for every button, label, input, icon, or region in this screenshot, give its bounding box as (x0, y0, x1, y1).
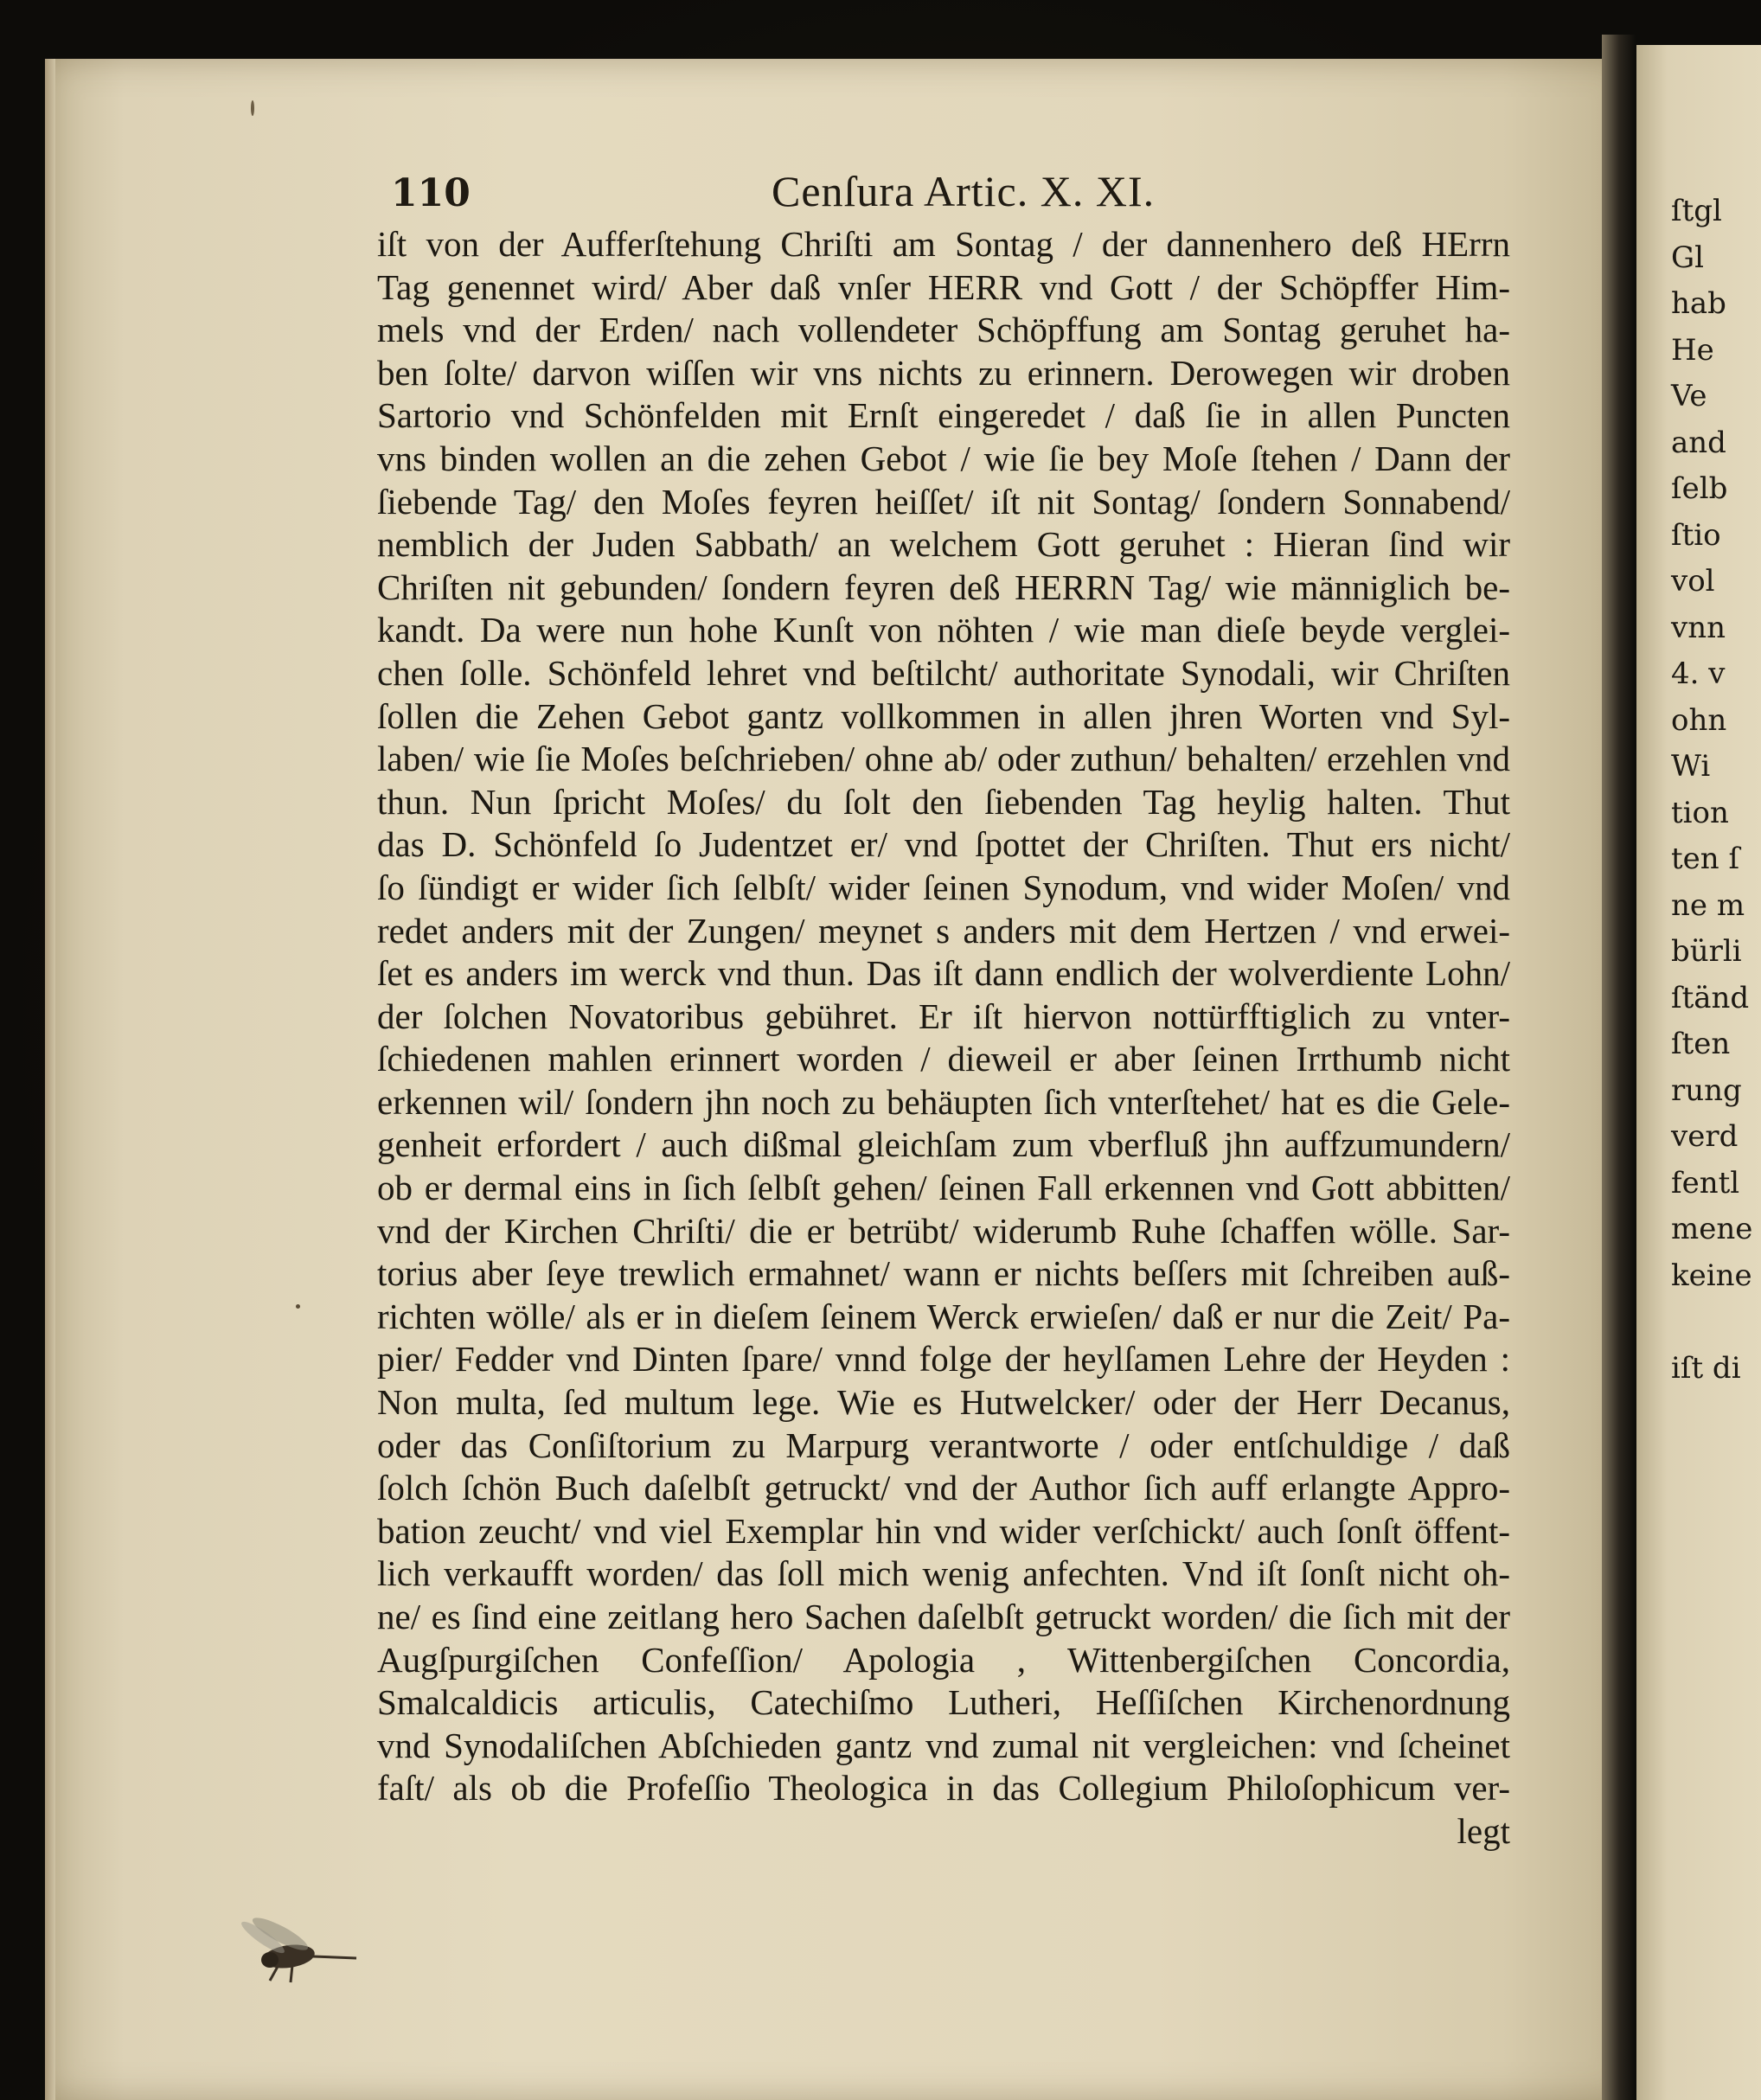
text-line: Non multa, ſed multum lege. Wie es Hutwelcker/ oder der Herr Decanus, (377, 1382, 1510, 1423)
paper-speck (251, 100, 254, 116)
right-page-fragment: 4. v (1671, 656, 1726, 691)
text-line: chen ſolle. Schönfeld lehret vnd beſtilcht/ authoritate Synodali, wir Chriſten (377, 652, 1510, 693)
text-line: Chriſten nit gebunden/ ſondern feyren deß HERRN Tag/ wie männiglich be- (377, 567, 1510, 607)
text-line: bation zeucht/ vnd viel Exemplar hin vnd wider verſchickt/ auch ſonſt öffent- (377, 1510, 1510, 1551)
text-line: richten wölle/ als er in dieſem ſeinem Werck erwieſen/ daß er nur die Zeit/ Pa- (377, 1296, 1510, 1336)
text-line: ſollen die Zehen Gebot gantz vollkommen in allen jhren Worten vnd Syl- (377, 695, 1510, 736)
text-line: Augſpurgiſchen Confeſſion/ Apologia , Wittenbergiſchen Concordia, (377, 1639, 1510, 1680)
page-edge (45, 59, 55, 2100)
right-page-fragment: tion (1671, 795, 1729, 830)
text-line: Tag genennet wird/ Aber daß vnſer HERR vnd Gott / der Schöpffer Him- (377, 266, 1510, 307)
right-page-fragment: Wi (1671, 749, 1711, 784)
text-line: laben/ wie ſie Moſes beſchrieben/ ohne ab/ oder zuthun/ behalten/ erzehlen vnd (377, 739, 1510, 779)
right-page-fragment: and (1671, 425, 1726, 460)
right-page-fragment: vol (1671, 564, 1715, 599)
book-gutter (1602, 35, 1636, 2100)
right-page-fragment: ſtio (1671, 517, 1721, 553)
right-book-page (1636, 45, 1761, 2100)
right-page-fragment: keine (1671, 1258, 1752, 1293)
text-line: mels vnd der Erden/ nach vollendeter Schöpffung am Sontag geruhet ha- (377, 310, 1510, 350)
text-line: der ſolchen Novatoribus gebühret. Er iſt hiervon nottürfftiglich zu vnter- (377, 996, 1510, 1036)
text-line: erkennen wil/ ſondern jhn noch zu behäupten ſich vnterſtehet/ hat es die Gele- (377, 1081, 1510, 1122)
right-page-fragment: ſtänd (1671, 980, 1750, 1015)
right-page-fragment: ſtgl (1671, 194, 1722, 228)
body-text (377, 223, 1510, 1854)
page-header (339, 167, 1515, 223)
right-page-fragment: fentl (1671, 1165, 1740, 1200)
right-page-fragment: mene (1671, 1212, 1753, 1246)
right-page-fragment: ſelb (1671, 471, 1728, 506)
right-page-fragment: rung (1671, 1072, 1742, 1108)
text-line: Sartorio vnd Schönfelden mit Ernſt eingeredet / daß ſie in allen Puncten (377, 395, 1510, 436)
right-page-fragment: Gl (1671, 240, 1705, 275)
text-line: thun. Nun ſpricht Moſes/ du ſolt den ſiebenden Tag heylig halten. Thut (377, 781, 1510, 822)
text-line: vns binden wollen an die zehen Gebot / wie ſie bey Moſe ſtehen / Dann der (377, 438, 1510, 478)
text-line: ne/ es ſind eine zeitlang hero Sachen daſelbſt getruckt worden/ die ſich mit der (377, 1597, 1510, 1636)
insect-stain-icon (227, 1911, 365, 1989)
right-page-fragment: ten ſ (1671, 842, 1740, 876)
paper-speck (296, 1304, 300, 1309)
text-line: kandt. Da were nun hohe Kunſt von nöhten / wie man dieſe beyde verglei- (377, 610, 1510, 650)
text-line: vnd der Kirchen Chriſti/ die er betrübt/ widerumb Ruhe ſchaffen wölle. Sar- (377, 1210, 1510, 1251)
right-page-fragment: He (1671, 332, 1714, 368)
text-line: ſo ſündigt er wider ſich ſelbſt/ wider ſeinen Synodum, vnd wider Moſen/ vnd (377, 867, 1510, 907)
text-line: Smalcaldicis articulis, Catechiſmo Lutheri, Heſſiſchen Kirchenordnung (377, 1682, 1510, 1723)
text-line: lich verkaufft worden/ das ſoll mich wenig anfechten. Vnd iſt ſonſt nicht oh- (377, 1553, 1510, 1594)
text-line: iſt von der Aufferſtehung Chriſti am Sontag / der dannenhero deß HErrn (377, 224, 1510, 264)
right-page-fragment: hab (1671, 286, 1726, 321)
text-line: pier/ Fedder vnd Dinten ſpare/ vnnd folge der heylſamen Lehre der Heyden : (377, 1339, 1510, 1380)
text-line: legt (1457, 1810, 1510, 1851)
text-line: ben ſolte/ darvon wiſſen wir vns nichts zu erinnern. Derowegen wir droben (377, 352, 1510, 393)
running-head: Cenſura Artic. X. XI. (772, 167, 1156, 215)
text-line: ſet es anders im werck vnd thun. Das iſt dann endlich der wolverdiente Lohn/ (377, 953, 1510, 994)
text-line: nemblich der Juden Sabbath/ an welchem Gott geruhet : Hieran ſind wir (377, 524, 1510, 565)
right-page-fragment: vnn (1671, 610, 1726, 645)
text-line: vnd Synodaliſchen Abſchieden gantz vnd zumal nit vergleichen: vnd ſcheinet (377, 1725, 1510, 1765)
text-line: ob er dermal eins in ſich ſelbſt gehen/ ſeinen Fall erkennen vnd Gott abbitten/ (377, 1168, 1510, 1208)
right-page-fragment: iſt di (1671, 1350, 1741, 1386)
right-page-fragment: ohn (1671, 702, 1727, 738)
text-line: ſolch ſchön Buch daſelbſt getruckt/ vnd der Author ſich auff erlangte Appro- (377, 1468, 1510, 1508)
text-line: ſiebende Tag/ den Moſes feyren heiſſet/ iſt nit Sontag/ ſondern Sonnabend/ (377, 481, 1510, 522)
right-page-fragment: ſten (1671, 1027, 1731, 1061)
page-number: 110 (391, 171, 471, 215)
text-line: redet anders mit der Zungen/ meynet s anders mit dem Hertzen / vnd erwei- (377, 910, 1510, 951)
text-line: oder das Conſiſtorium zu Marpurg verantworte / oder entſchuldige / daß (377, 1425, 1510, 1465)
text-line: ſchiedenen mahlen erinnert worden / dieweil er aber ſeinen Irrthumb nicht (377, 1039, 1510, 1079)
right-page-fragment: ne m (1671, 887, 1745, 923)
right-page-fragment: Ve (1671, 379, 1707, 413)
text-line: faſt/ als ob die Profeſſio Theologica in das Collegium Philoſophicum ver- (377, 1768, 1510, 1809)
text-line: das D. Schönfeld ſo Judentzet er/ vnd ſpottet der Chriſten. Thut ers nicht/ (377, 824, 1510, 865)
text-line: genheit erfordert / auch dißmal gleichſam zum vberfluß jhn auffzumundern/ (377, 1124, 1510, 1165)
right-page-fragment: bürli (1671, 934, 1742, 969)
text-line: torius aber ſeye trewlich ermahnet/ wann er nichts beſſers mit ſchreiben auß- (377, 1253, 1510, 1294)
right-page-fragment: verd (1671, 1119, 1739, 1154)
